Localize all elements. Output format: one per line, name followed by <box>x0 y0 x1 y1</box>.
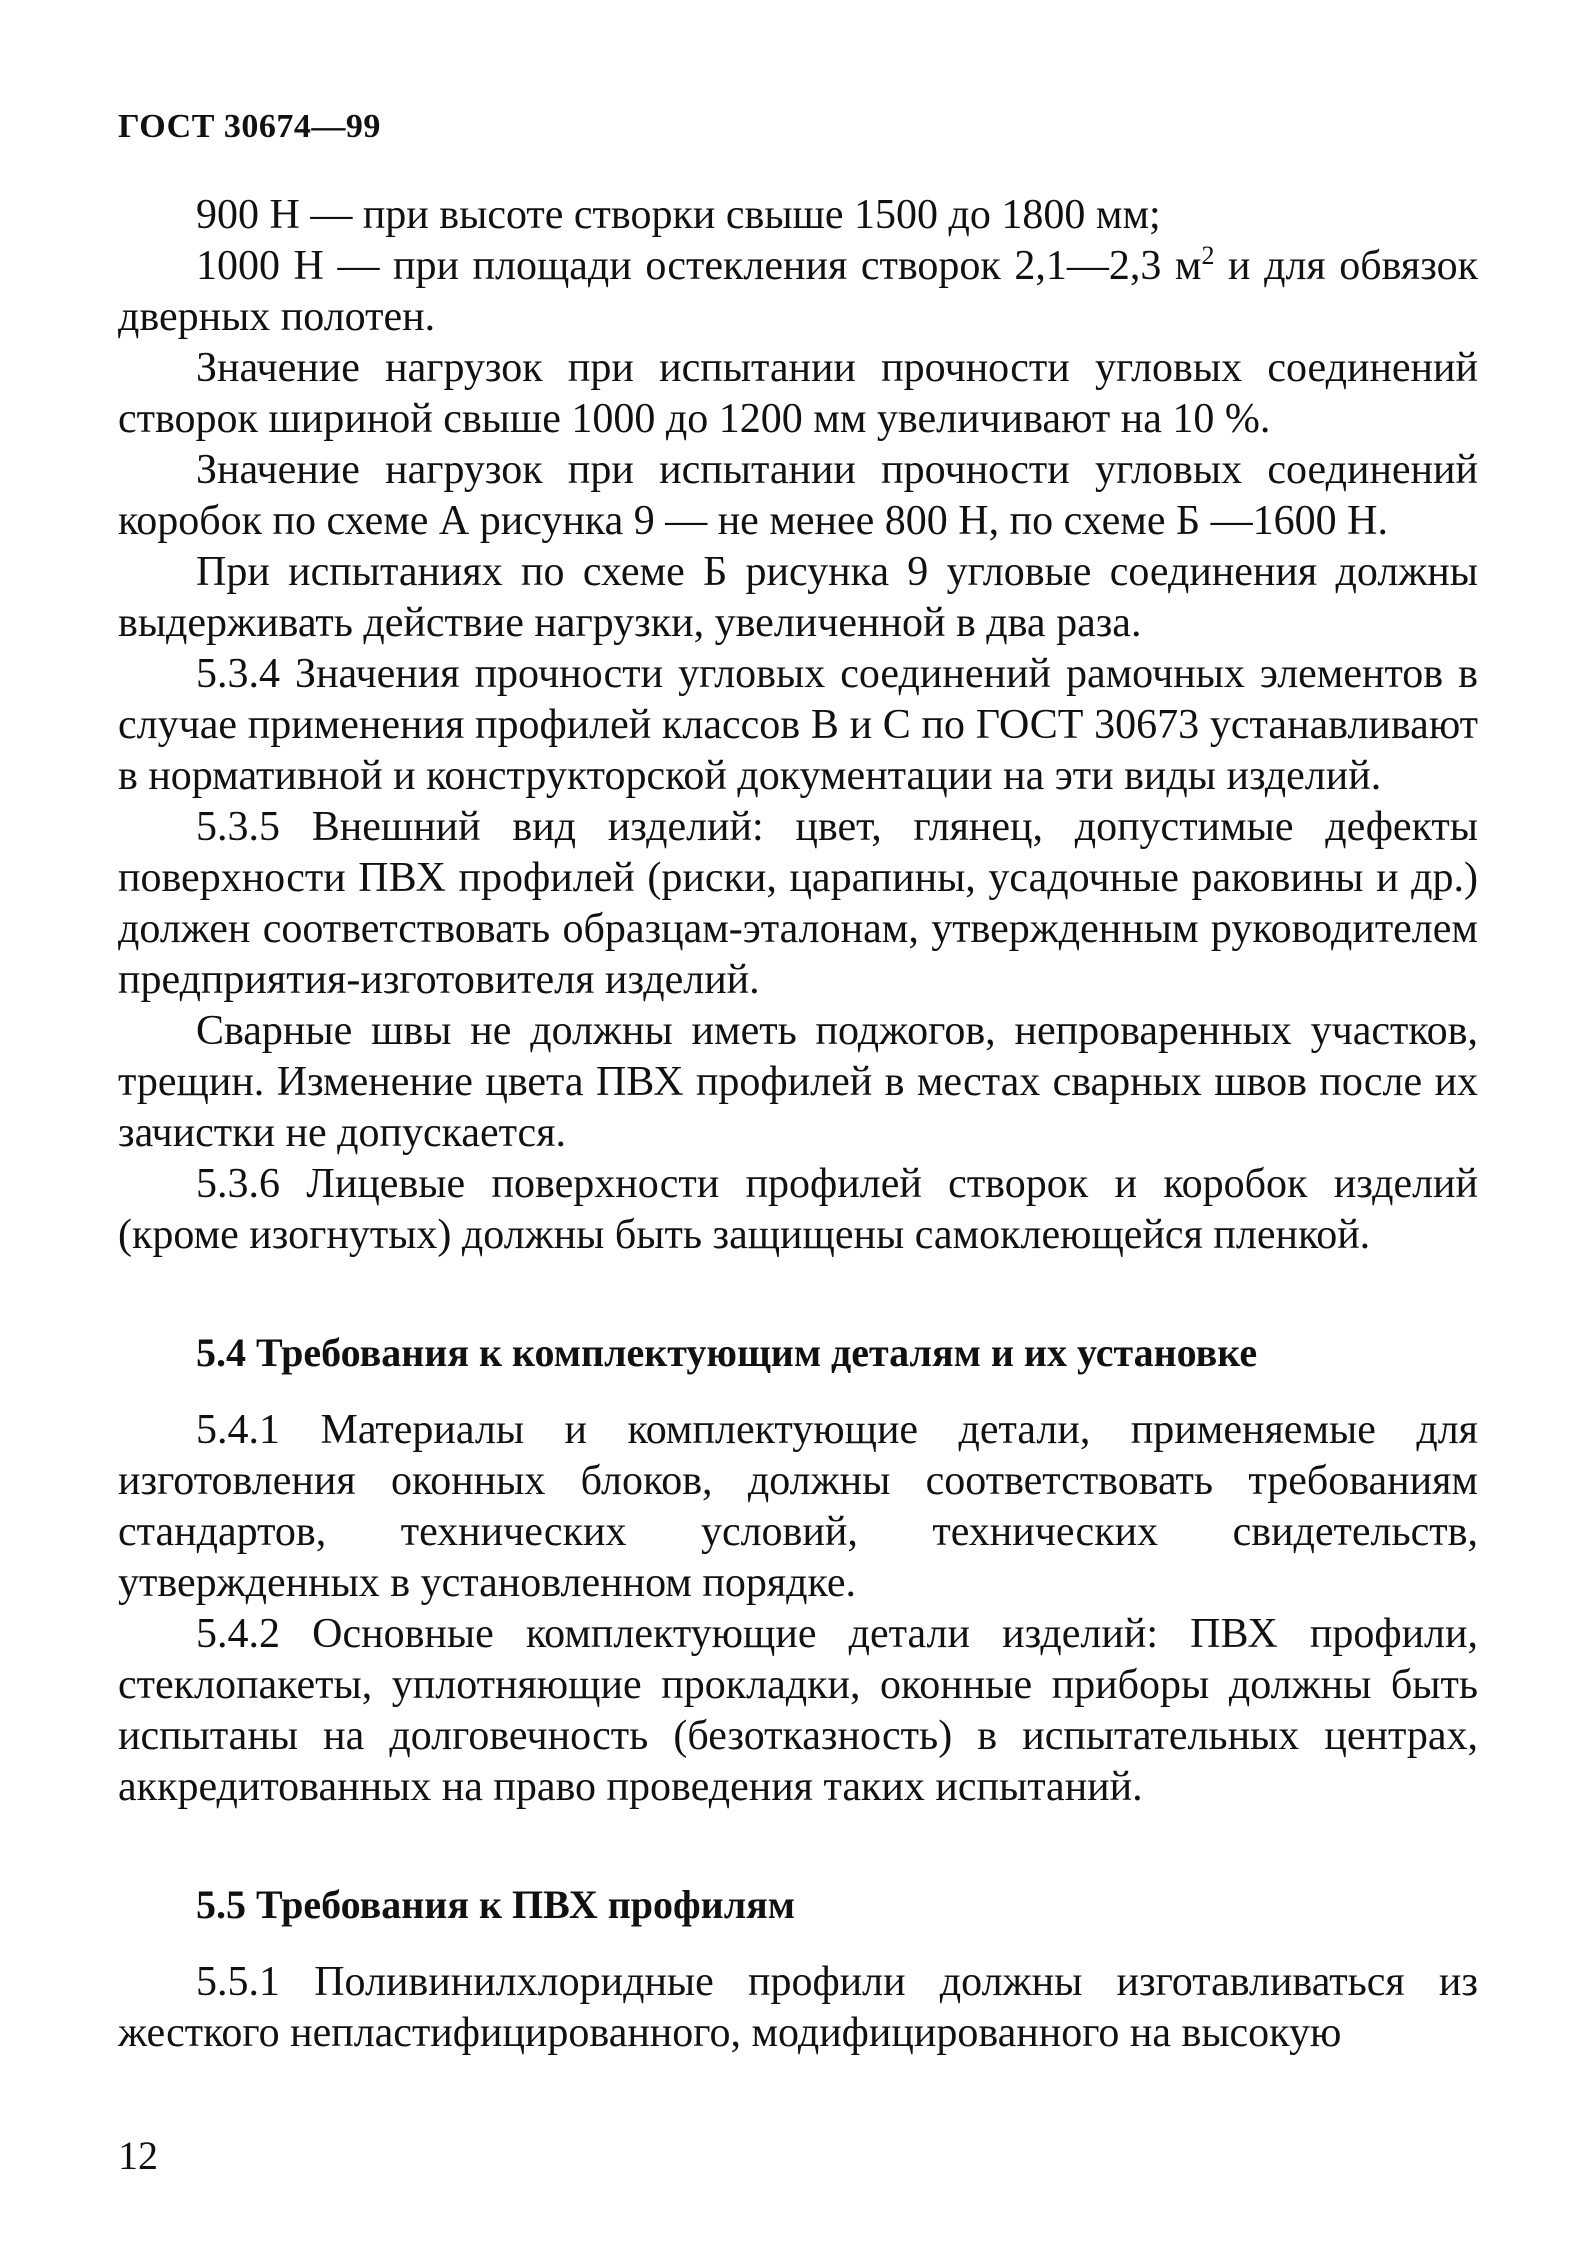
section-title-5-5: 5.5 Требования к ПВХ профилям <box>196 1882 796 1927</box>
paragraph-5-4-1: 5.4.1 Материалы и комплектующие детали, применяемые для изготовления оконных блоков, должны соответствовать требованиям стандартов, технических условий, технических свидетельств, утвержденных в установленном порядке. <box>118 1407 1478 1606</box>
paragraph-5-4-2: 5.4.2 Основные комплектующие детали изделий: ПВХ профили, стеклопакеты, уплотняющие прокладки, оконные приборы должны быть испытаны на долговечность (безотказность) в испытательных центрах, аккредитованных на право проведения таких испытаний. <box>118 1611 1478 1810</box>
paragraph-5-5-1: 5.5.1 Поливинилхлоридные профили должны изготавливаться из жесткого непластифицированного, модифицированного на высокую <box>118 1959 1478 2056</box>
document-header: ГОСТ 30674—99 <box>118 108 381 145</box>
paragraph-load-1000 <box>118 241 1478 343</box>
paragraph-5-3-5: 5.3.5 Внешний вид изделий: цвет, глянец, допустимые дефекты поверхности ПВХ профилей (риски, царапины, усадочные раковины и др.) должен соответствовать образцам-эталонам, утвержденным руководителем предприятия-изготовителя изделий. <box>118 804 1478 1003</box>
superscript-square: 2 <box>1201 241 1215 270</box>
paragraph-load-increase: Значение нагрузок при испытании прочности угловых соединений створок шириной свыше 1000 до 1200 мм увеличивают на 10 %. <box>118 345 1478 442</box>
section-title-5-4: 5.4 Требования к комплектующим деталям и их установке <box>196 1330 1258 1375</box>
paragraph-load-1000-text-after: и для обвязок дверных полотен. <box>118 243 1478 340</box>
paragraph-welds: Сварные швы не должны иметь поджогов, непроваренных участков, трещин. Изменение цвета ПВХ профилей в местах сварных швов после их зачистки не допускается. <box>118 1008 1478 1156</box>
page-number: 12 <box>118 2133 158 2178</box>
paragraph-load-1000-text-before: 1000 Н — при площади остекления створок 2,1—2,3 м <box>196 243 1202 289</box>
paragraph-load-900: 900 Н — при высоте створки свыше 1500 до 1800 мм; <box>196 192 1161 238</box>
paragraph-5-3-4: 5.3.4 Значения прочности угловых соединений рамочных элементов в случае применения профилей классов В и С по ГОСТ 30673 устанавливают в нормативной и конструкторской документации на эти виды изделий. <box>118 651 1478 799</box>
paragraph-5-3-6: 5.3.6 Лицевые поверхности профилей створок и коробок изделий (кроме изогнутых) должны быть защищены самоклеющейся пленкой. <box>118 1161 1478 1258</box>
paragraph-box-load: Значение нагрузок при испытании прочности угловых соединений коробок по схеме А рисунка 9 — не менее 800 Н, по схеме Б —1600 Н. <box>118 447 1478 544</box>
paragraph-scheme-b: При испытаниях по схеме Б рисунка 9 угловые соединения должны выдерживать действие нагрузки, увеличенной в два раза. <box>118 549 1478 646</box>
document-body <box>118 190 1478 2059</box>
